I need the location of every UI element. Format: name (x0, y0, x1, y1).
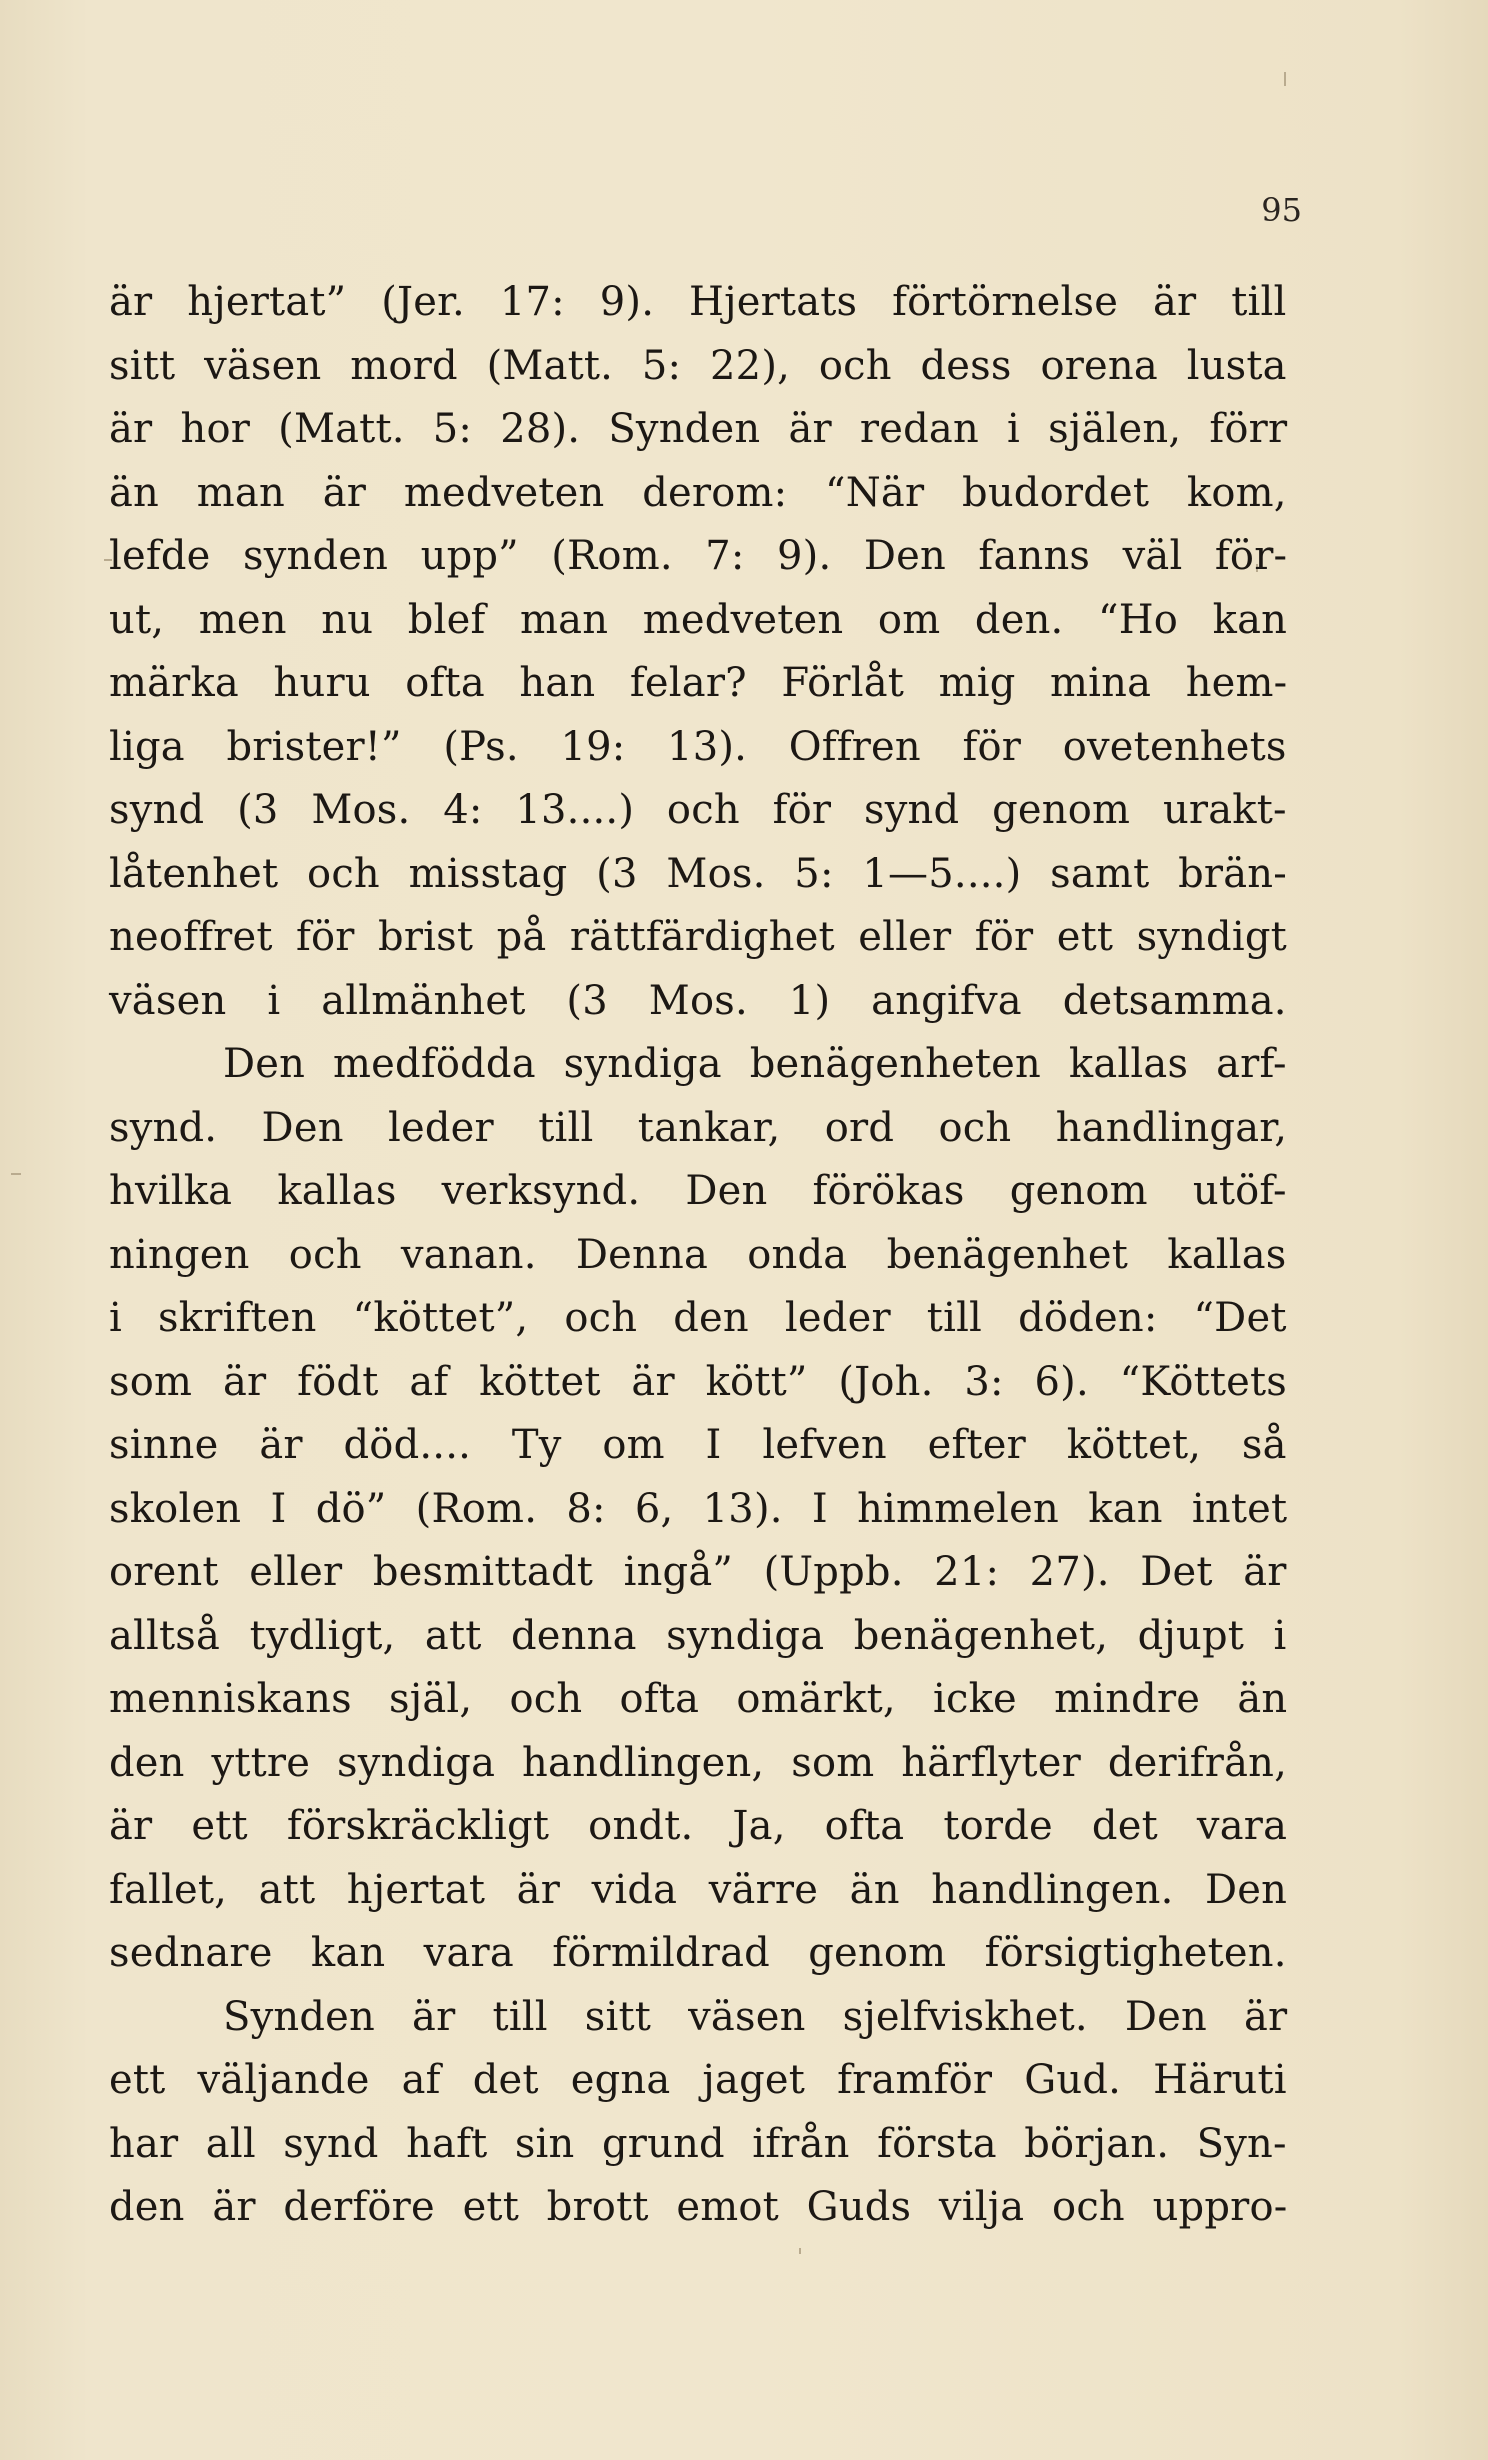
text-line: skolen I dö” (Rom. 8: 6, 13). I himmelen kan intet (109, 1485, 1288, 1532)
text-line: är hor (Matt. 5: 28). Synden är redan i själen, förr (109, 406, 1288, 452)
text-line: sednare kan vara förmildrad genom försigtigheten. (109, 1930, 1287, 1976)
text-line: låtenhet och misstag (3 Mos. 5: 1—5....) samt brän- (109, 850, 1287, 897)
text-line: synd (3 Mos. 4: 13....) och för synd genom urakt- (109, 787, 1287, 833)
text-line: lefde synden upp” (Rom. 7: 9). Den fanns väl för- (109, 533, 1288, 579)
text-line: ett väljande af det egna jaget framför Gud. Häruti (109, 2057, 1287, 2103)
text-line: sitt väsen mord (Matt. 5: 22), och dess orena lusta (109, 342, 1287, 389)
paragraph (109, 271, 1287, 1033)
text-line: alltså tydligt, att denna syndiga benägenhet, djupt i (109, 1612, 1287, 1659)
text-line: Den medfödda syndiga benägenheten kallas arf- (223, 1041, 1287, 1087)
body-text (109, 271, 1287, 2240)
text-line: den är derföre ett brott emot Guds vilja och uppro- (109, 2184, 1288, 2230)
text-line: hvilka kallas verksynd. Den förökas genom utöf- (109, 1168, 1287, 1214)
text-line: neoffret för brist på rättfärdighet eller för ett syndigt (109, 914, 1287, 960)
text-line: har all synd haft sin grund ifrån första början. Syn- (109, 2120, 1287, 2167)
text-line: sinne är död.... Ty om I lefven efter köttet, så (109, 1422, 1287, 1468)
text-line: märka huru ofta han felar? Förlåt mig mina hem- (109, 660, 1288, 706)
margin-speck (1284, 72, 1286, 86)
text-line: är hjertat” (Jer. 17: 9). Hjertats förtörnelse är till (109, 279, 1287, 325)
margin-speck (799, 2248, 801, 2254)
text-line: synd. Den leder till tankar, ord och handlingar, (109, 1104, 1288, 1151)
text-line: liga brister!” (Ps. 19: 13). Offren för ovetenhets (109, 723, 1287, 770)
text-line: väsen i allmänhet (3 Mos. 1) angifva detsamma. (109, 977, 1287, 1024)
text-line: ningen och vanan. Denna onda benägenhet kallas (109, 1231, 1287, 1278)
text-line: som är födt af köttet är kött” (Joh. 3: 6). “Köttets (109, 1358, 1288, 1405)
text-line: ut, men nu blef man medveten om den. “Ho kan (109, 596, 1288, 643)
text-line: den yttre syndiga handlingen, som härflyter derifrån, (109, 1739, 1288, 1786)
text-line: Synden är till sitt väsen sjelfviskhet. Den är (223, 1993, 1288, 2040)
text-line: i skriften “köttet”, och den leder till döden: “Det (109, 1295, 1287, 1341)
margin-speck (11, 1173, 21, 1175)
page-number: 95 (1261, 191, 1302, 229)
paragraph (109, 1986, 1287, 2240)
text-line: orent eller besmittadt ingå” (Uppb. 21: 27). Det är (109, 1549, 1287, 1595)
text-line: menniskans själ, och ofta omärkt, icke mindre än (109, 1676, 1288, 1722)
text-line: än man är medveten derom: “När budordet kom, (109, 469, 1287, 516)
paragraph (109, 1033, 1287, 1986)
text-line: fallet, att hjertat är vida värre än handlingen. Den (109, 1866, 1288, 1913)
text-line: är ett förskräckligt ondt. Ja, ofta torde det vara (109, 1803, 1288, 1849)
